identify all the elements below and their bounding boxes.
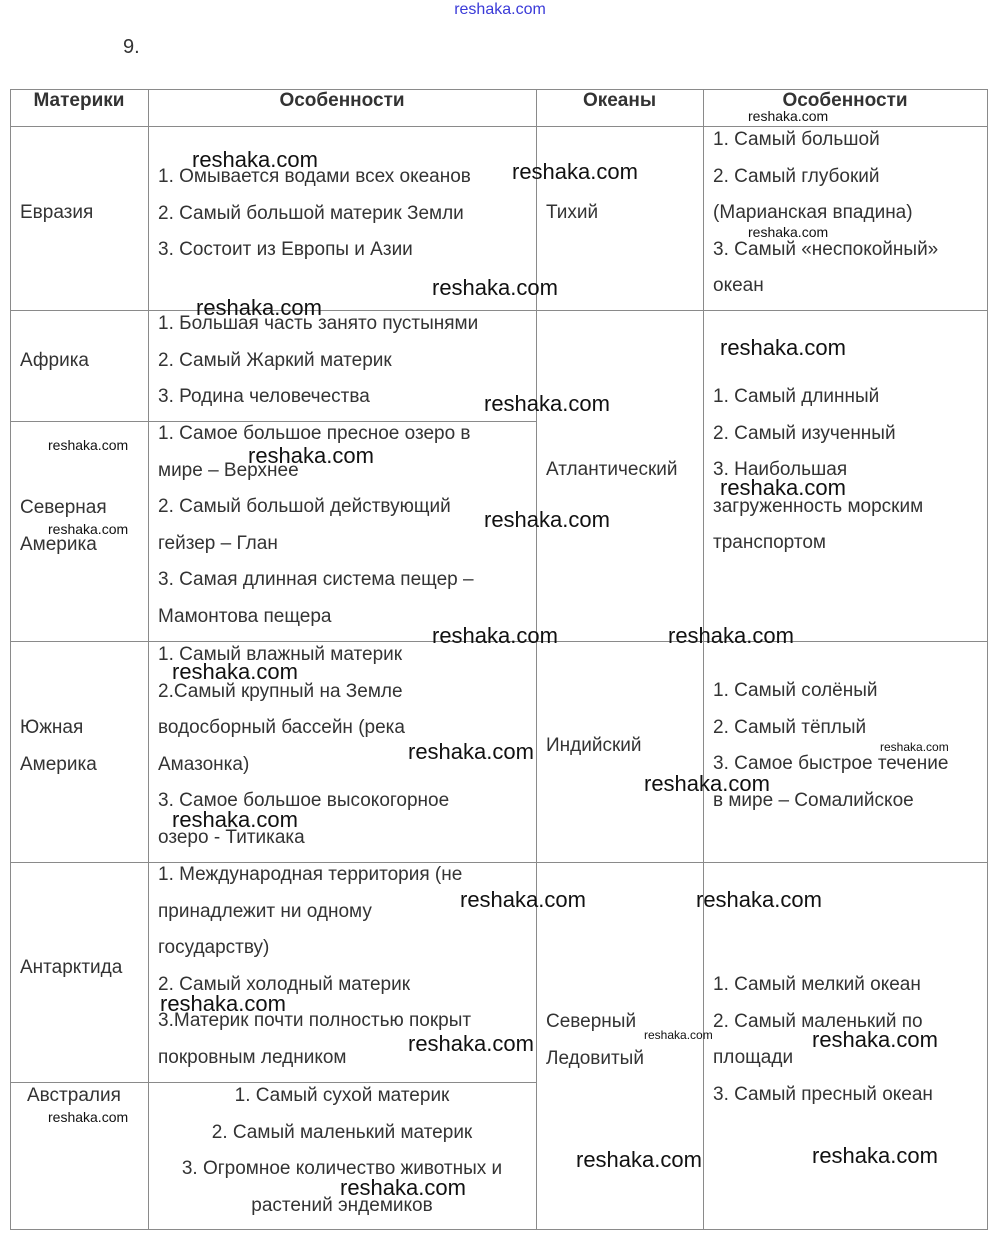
watermark: reshaka.com bbox=[644, 1028, 713, 1042]
table-border-left bbox=[10, 89, 11, 1230]
header-continent-features: Особенности bbox=[279, 90, 405, 111]
ocean-name: Тихий bbox=[546, 202, 599, 223]
watermark: reshaka.com bbox=[720, 335, 846, 360]
header-continents: Материки bbox=[33, 90, 125, 111]
watermark: reshaka.com bbox=[160, 991, 286, 1016]
column-divider bbox=[703, 89, 704, 1230]
watermark: reshaka.com bbox=[196, 295, 322, 320]
ocean-features: 1. Самый солёный 2. Самый тёплый 3. Самое быстрое течение в мире – Сомалийское bbox=[713, 680, 949, 811]
watermark: reshaka.com bbox=[172, 807, 298, 832]
watermark: reshaka.com bbox=[432, 275, 558, 300]
continent-features: 1. Самый влажный материк 2.Самый крупный на Земле водосборный бассейн (река Амазонка) 3. Самое большое высокогорное озеро - Титикака bbox=[158, 644, 450, 848]
ocean-features: 1. Самый мелкий океан 2. Самый маленький по площади 3. Самый пресный океан bbox=[713, 974, 933, 1105]
watermark: reshaka.com bbox=[668, 623, 794, 648]
ocean-features: 1. Самый большой 2. Самый глубокий (Марианская впадина) 3. Самый «неспокойный» океан bbox=[713, 129, 939, 297]
ocean-name: Индийский bbox=[546, 735, 642, 756]
continent-name: Африка bbox=[20, 350, 89, 371]
watermark: reshaka.com bbox=[192, 147, 318, 172]
continent-name: Южная Америка bbox=[20, 717, 97, 775]
continent-features: 1. Большая часть занято пустынями 2. Самый Жаркий материк 3. Родина человечества bbox=[158, 313, 479, 408]
watermark: reshaka.com bbox=[48, 521, 129, 537]
row-divider bbox=[10, 862, 988, 863]
continent-name: Северная Америка bbox=[20, 497, 107, 555]
watermark: reshaka.com bbox=[432, 623, 558, 648]
ocean-name: Северный Ледовитый bbox=[546, 1011, 644, 1069]
header-oceans: Океаны bbox=[582, 90, 657, 111]
watermark: reshaka.com bbox=[880, 740, 949, 754]
watermark: reshaka.com bbox=[812, 1143, 938, 1168]
column-divider bbox=[536, 89, 537, 1230]
watermark: reshaka.com bbox=[460, 887, 586, 912]
ocean-name: Атлантический bbox=[546, 459, 678, 480]
column-divider bbox=[148, 89, 149, 1230]
watermark: reshaka.com bbox=[812, 1027, 938, 1052]
question-number: 9. bbox=[123, 36, 140, 58]
watermark: reshaka.com bbox=[576, 1147, 702, 1172]
watermark: reshaka.com bbox=[408, 1031, 534, 1056]
watermark: reshaka.com bbox=[484, 507, 610, 532]
watermark: reshaka.com bbox=[512, 159, 638, 184]
top-watermark: reshaka.com bbox=[454, 1, 546, 18]
table-border-bottom bbox=[10, 1229, 988, 1230]
continent-features: 1. Омывается водами всех океанов 2. Самый большой материк Земли 3. Состоит из Европы и Азии bbox=[158, 166, 471, 261]
watermark: reshaka.com bbox=[340, 1175, 466, 1200]
continent-features: 1. Самое большое пресное озеро в мире – Верхнее 2. Самый большой действующий гейзер – Глан 3. Самая длинная система пещер – Мамонтова пещера bbox=[158, 423, 474, 627]
table-border-right bbox=[987, 89, 988, 1230]
watermark: reshaka.com bbox=[48, 437, 129, 453]
continent-name: Антарктида bbox=[20, 957, 123, 978]
continent-features: 1. Международная территория (не принадлежит ни одному государству) 2. Самый холодный материк 3.Материк почти полностью покрыт покровным ледником bbox=[158, 864, 472, 1068]
row-divider bbox=[10, 310, 988, 311]
header-ocean-features: Особенности bbox=[782, 90, 908, 111]
watermark: reshaka.com bbox=[48, 1109, 129, 1125]
continent-name: Австралия bbox=[27, 1085, 121, 1106]
continent-features: 1. Самый сухой материк 2. Самый маленький материк 3. Огромное количество животных и растений эндемиков bbox=[181, 1085, 503, 1216]
continent-name: Евразия bbox=[20, 202, 94, 223]
watermark: reshaka.com bbox=[248, 443, 374, 468]
watermark: reshaka.com bbox=[408, 739, 534, 764]
watermark: reshaka.com bbox=[696, 887, 822, 912]
watermark: reshaka.com bbox=[748, 108, 829, 124]
ocean-features: 1. Самый длинный 2. Самый изученный 3. Наибольшая загруженность морским транспортом bbox=[713, 386, 924, 554]
watermark: reshaka.com bbox=[748, 224, 829, 240]
watermark: reshaka.com bbox=[172, 659, 298, 684]
watermark: reshaka.com bbox=[720, 475, 846, 500]
watermark: reshaka.com bbox=[644, 771, 770, 796]
watermark: reshaka.com bbox=[484, 391, 610, 416]
